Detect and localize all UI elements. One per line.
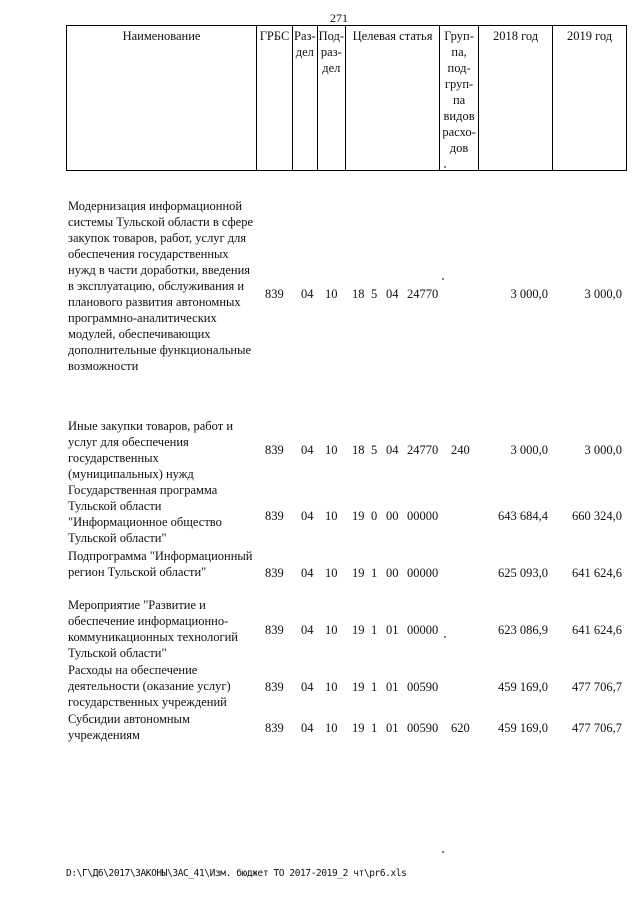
row-target-event: 00 <box>386 509 399 523</box>
row-name: Модернизация информационной системы Тульской области в сфере закупок товаров, работ, услуг для обеспечения государственных нужд в части доработки, введения в эксплуатацию, обслуживания и планового развития автономных программно-аналитических модулей, обеспечивающих дополнительные функциональные возможности <box>68 199 254 373</box>
col-header-grbs: ГРБС <box>257 26 293 171</box>
row-target-program: 19 <box>352 566 365 580</box>
row-name: Мероприятие "Развитие и обеспечение информационно-коммуникационных технологий Тульской области" <box>68 598 238 660</box>
row-target-subprogram: 1 <box>371 623 378 637</box>
row-grbs: 839 <box>265 623 284 637</box>
col-header-group: Груп- па, под- груп- па видов расхо- дов <box>440 26 479 171</box>
table-row <box>0 548 640 596</box>
row-2018: 623 086,9 <box>498 623 548 637</box>
row-2018: 3 000,0 <box>510 287 548 301</box>
row-group: 620 <box>451 721 470 735</box>
row-grbs: 839 <box>265 566 284 580</box>
row-name: Иные закупки товаров, работ и услуг для обеспечения государственных (муниципальных) нужд <box>68 419 234 481</box>
table-row <box>0 198 640 390</box>
row-2019: 660 324,0 <box>572 509 622 523</box>
row-target-program: 19 <box>352 721 365 735</box>
col-header-name: Наименование <box>67 26 257 171</box>
row-2019: 3 000,0 <box>584 287 622 301</box>
row-razdel: 04 <box>301 680 314 694</box>
table-row <box>0 711 640 743</box>
row-podrazdel: 10 <box>325 721 338 735</box>
row-target-direction: 24770 <box>407 287 439 301</box>
row-target-direction: 00590 <box>407 680 439 694</box>
row-grbs: 839 <box>265 721 284 735</box>
row-target-subprogram: 0 <box>371 509 378 523</box>
row-target-program: 19 <box>352 680 365 694</box>
table-row <box>0 482 640 546</box>
row-razdel: 04 <box>301 509 314 523</box>
row-target-event: 04 <box>386 287 399 301</box>
row-target-program: 18 <box>352 287 365 301</box>
row-target-program: 19 <box>352 509 365 523</box>
row-podrazdel: 10 <box>325 287 338 301</box>
row-target-subprogram: 1 <box>371 566 378 580</box>
scan-speck <box>442 278 444 280</box>
scan-speck <box>444 166 446 168</box>
row-target-event: 01 <box>386 721 399 735</box>
row-name: Государственная программа Тульской области "Информационное общество Тульской области" <box>68 483 222 545</box>
scan-speck <box>444 636 446 638</box>
row-name: Расходы на обеспечение деятельности (оказание услуг) государственных учреждений <box>68 663 231 709</box>
row-podrazdel: 10 <box>325 443 338 457</box>
table-header <box>66 25 627 171</box>
row-target-event: 04 <box>386 443 399 457</box>
row-target-direction: 00000 <box>407 623 439 637</box>
row-podrazdel: 10 <box>325 680 338 694</box>
row-name: Субсидии автономным учреждениям <box>68 712 190 742</box>
row-grbs: 839 <box>265 509 284 523</box>
row-podrazdel: 10 <box>325 566 338 580</box>
row-podrazdel: 10 <box>325 509 338 523</box>
row-razdel: 04 <box>301 721 314 735</box>
row-target-event: 01 <box>386 680 399 694</box>
row-target-direction: 00000 <box>407 509 439 523</box>
col-header-2018: 2018 год <box>479 26 553 171</box>
scan-speck <box>442 851 444 853</box>
col-header-2019: 2019 год <box>553 26 627 171</box>
row-target-subprogram: 1 <box>371 680 378 694</box>
row-target-subprogram: 5 <box>371 443 378 457</box>
row-2019: 641 624,6 <box>572 623 622 637</box>
row-target-program: 18 <box>352 443 365 457</box>
col-header-target: Целевая статья <box>346 26 440 171</box>
row-group: 240 <box>451 443 470 457</box>
row-target-direction: 00590 <box>407 721 439 735</box>
row-razdel: 04 <box>301 287 314 301</box>
row-grbs: 839 <box>265 287 284 301</box>
row-2019: 477 706,7 <box>572 680 622 694</box>
row-target-event: 01 <box>386 623 399 637</box>
row-name: Подпрограмма "Информационный регион Тульской области" <box>68 549 253 579</box>
row-2018: 459 169,0 <box>498 721 548 735</box>
row-2019: 641 624,6 <box>572 566 622 580</box>
row-2019: 3 000,0 <box>584 443 622 457</box>
row-target-event: 00 <box>386 566 399 580</box>
row-target-program: 19 <box>352 623 365 637</box>
row-grbs: 839 <box>265 443 284 457</box>
row-razdel: 04 <box>301 566 314 580</box>
row-razdel: 04 <box>301 443 314 457</box>
row-target-subprogram: 5 <box>371 287 378 301</box>
row-target-direction: 00000 <box>407 566 439 580</box>
row-2018: 459 169,0 <box>498 680 548 694</box>
row-razdel: 04 <box>301 623 314 637</box>
file-path-footer: D:\Г\Д6\2017\ЗАКОНЫ\ЗАС_41\Изм. бюджет ТО 2017-2019_2 чт\pr6.xls <box>66 868 407 879</box>
row-2019: 477 706,7 <box>572 721 622 735</box>
row-podrazdel: 10 <box>325 623 338 637</box>
row-2018: 3 000,0 <box>510 443 548 457</box>
table-row <box>0 662 640 710</box>
table-row <box>0 418 640 482</box>
row-grbs: 839 <box>265 680 284 694</box>
page-number: 271 <box>330 11 348 25</box>
row-target-subprogram: 1 <box>371 721 378 735</box>
col-header-podrazdel: Под- раз- дел <box>317 26 345 171</box>
row-target-direction: 24770 <box>407 443 439 457</box>
table-row <box>0 597 640 661</box>
row-2018: 625 093,0 <box>498 566 548 580</box>
row-2018: 643 684,4 <box>498 509 548 523</box>
col-header-razdel: Раз- дел <box>293 26 318 171</box>
